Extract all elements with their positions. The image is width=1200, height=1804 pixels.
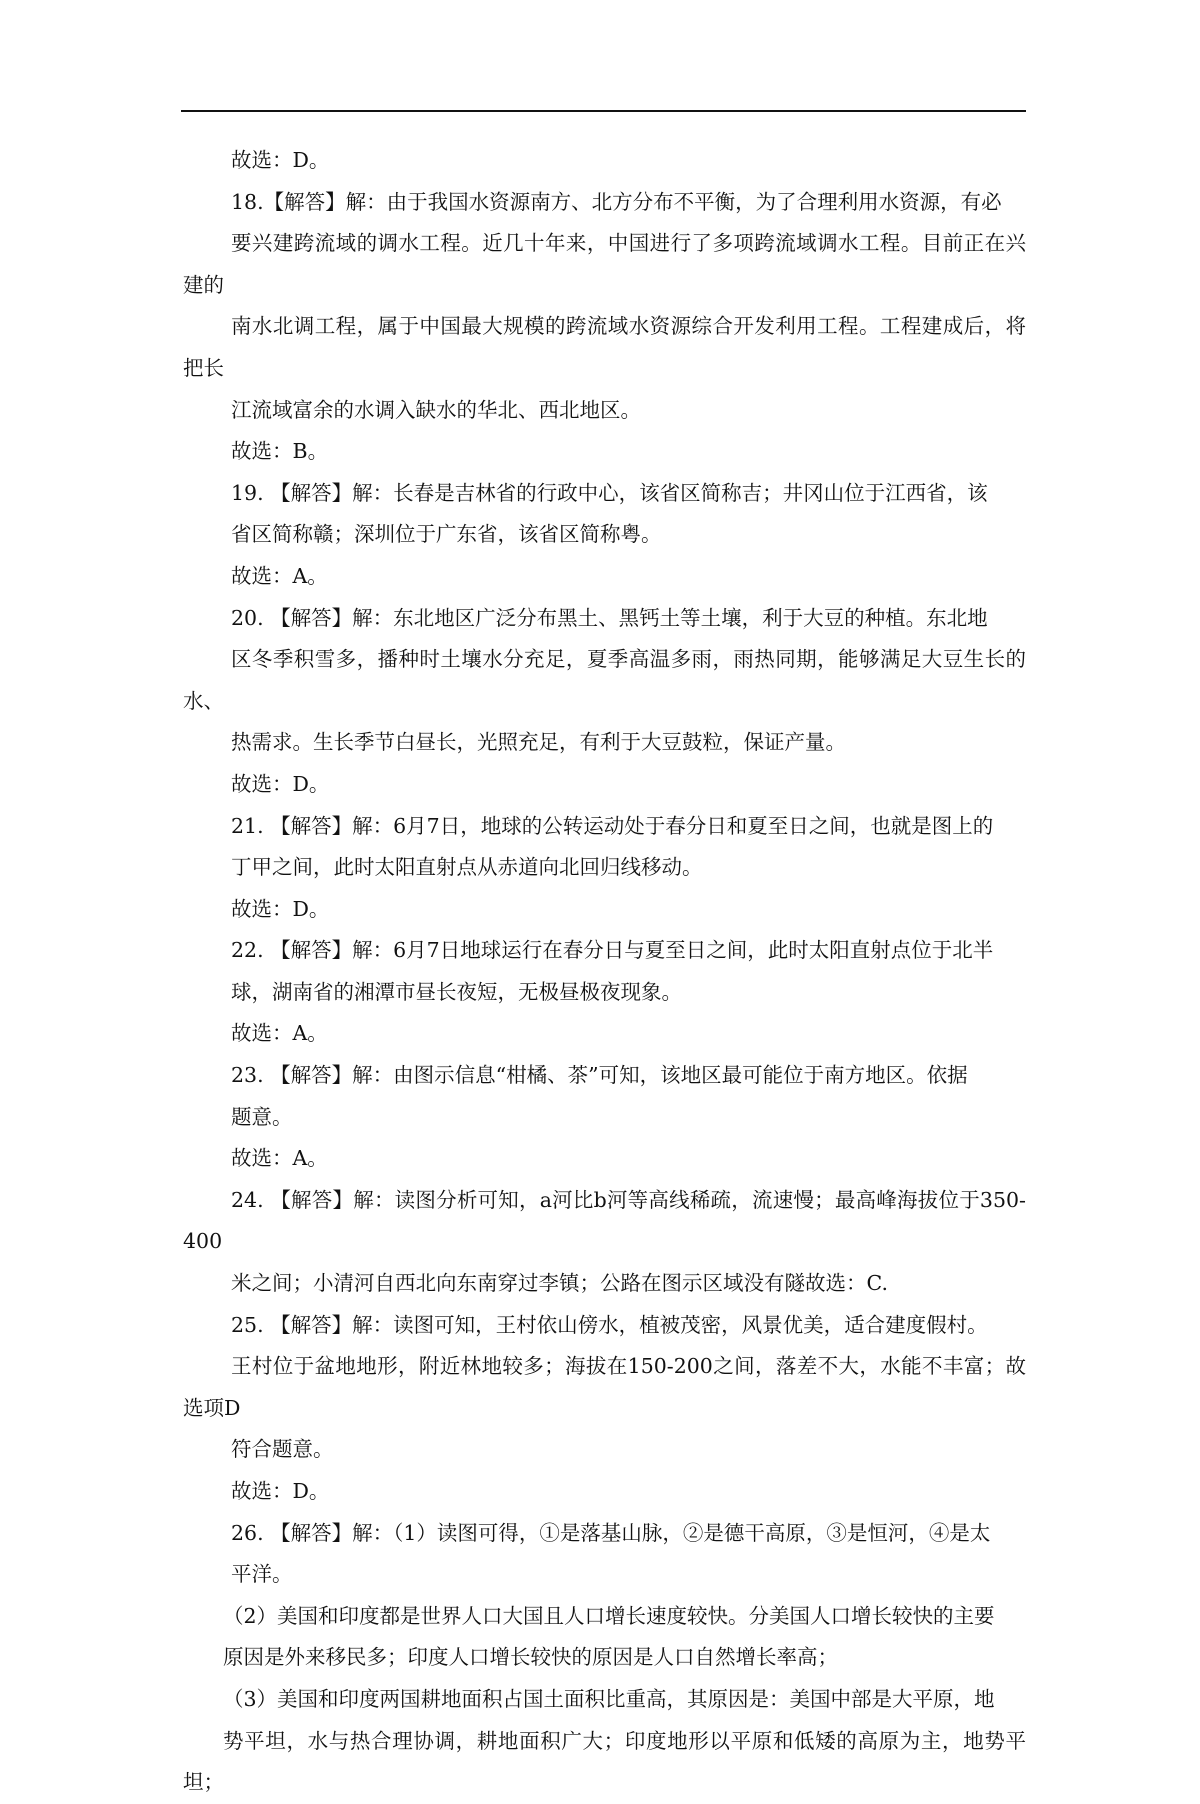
solution-paragraph (183, 1055, 1026, 1138)
solution-paragraph (183, 1180, 1026, 1305)
text-line: 球，湖南省的湘潭市昼长夜短，无极昼极夜现象。 (231, 979, 682, 1004)
text-line: 故选：A。 (231, 1146, 328, 1171)
document-body (183, 140, 1026, 1804)
text-line: 故选：D。 (231, 148, 330, 172)
text-line: 20. 【解答】解：东北地区广泛分布黑土、黑钙土等土壤，利于大豆的种植。东北地 (231, 605, 988, 630)
text-line: 区冬季积雪多，播种时土壤水分充足，夏季高温多雨，雨热同期，能够满足大豆生长的水、 (183, 647, 1026, 713)
solution-paragraph (183, 598, 1026, 764)
text-line: 故选：D。 (231, 771, 330, 796)
text-line: 故选：A。 (231, 563, 328, 588)
answer-line (183, 556, 1026, 598)
answer-line (183, 1138, 1026, 1180)
text-line: 南水北调工程，属于中国最大规模的跨流域水资源综合开发利用工程。工程建成后，将把长 (183, 314, 1026, 380)
text-line: 18.【解答】解：由于我国水资源南方、北方分布不平衡，为了合理利用水资源，有必 (231, 189, 1002, 214)
text-line: 符合题意。 (231, 1437, 334, 1462)
answer-line (183, 889, 1026, 931)
text-line: 题意。 (231, 1104, 293, 1129)
text-line: 19. 【解答】解：长春是吉林省的行政中心，该省区简称吉；井冈山位于江西省，该 (231, 480, 988, 505)
text-line: 故选：A。 (231, 1021, 328, 1046)
text-line: 要兴建跨流域的调水工程。近几十年来，中国进行了多项跨流域调水工程。目前正在兴建的 (183, 231, 1026, 297)
text-line: 故选：D。 (231, 1479, 330, 1503)
solution-paragraph (183, 473, 1026, 556)
answer-line (183, 1013, 1026, 1055)
solution-paragraph (183, 1513, 1026, 1596)
solution-paragraph (183, 1305, 1026, 1471)
text-line: 省区简称赣；深圳位于广东省，该省区简称粤。 (231, 522, 662, 547)
answer-line (183, 431, 1026, 473)
solution-paragraph (183, 182, 1026, 432)
text-line: 原因是外来移民多；印度人口增长较快的原因是人口自然增长率高； (223, 1645, 838, 1670)
text-line: 丁甲之间，此时太阳直射点从赤道向北回归线移动。 (231, 855, 703, 880)
text-line: （3）美国和印度两国耕地面积占国土面积比重高，其原因是：美国中部是大平原，地 (223, 1686, 995, 1711)
text-line: 米之间；小清河自西北向东南穿过李镇；公路在图示区域没有隧故选：C. (231, 1271, 888, 1296)
text-line: 热需求。生长季节白昼长，光照充足，有利于大豆鼓粒，保证产量。 (231, 730, 846, 755)
text-line: 22. 【解答】解：6月7日地球运行在春分日与夏至日之间，此时太阳直射点位于北半 (231, 938, 994, 963)
answer-line (183, 140, 1026, 182)
text-line: 25. 【解答】解：读图可知，王村依山傍水，植被茂密，风景优美，适合建度假村。 (231, 1312, 988, 1337)
text-line: （2）美国和印度都是世界人口大国且人口增长速度较快。分美国人口增长较快的主要 (223, 1603, 995, 1628)
text-line: 平洋。 (231, 1562, 293, 1587)
sub-paragraph (183, 1596, 1026, 1679)
answer-line (183, 764, 1026, 806)
text-line: 23. 【解答】解：由图示信息“柑橘、茶”可知，该地区最可能位于南方地区。依据 (231, 1063, 968, 1088)
text-line: 24. 【解答】解：读图分析可知，a河比b河等高线稀疏，流速慢；最高峰海拔位于350-400 (183, 1187, 1026, 1254)
text-line: 王村位于盆地地形，附近林地较多；海拔在150-200之间，落差不大，水能不丰富；故选项D (183, 1354, 1026, 1420)
text-line: 势平坦，水与热合理协调，耕地面积广大；印度地形以平原和低矮的高原为主，地势平坦； (183, 1728, 1026, 1795)
solution-paragraph (183, 806, 1026, 889)
text-line: 江流域富余的水调入缺水的华北、西北地区。 (231, 397, 641, 422)
answer-line (183, 1471, 1026, 1513)
text-line: 26. 【解答】解：（1）读图可得，①是落基山脉，②是德干高原，③是恒河，④是太 (231, 1520, 991, 1545)
header-rule (181, 110, 1026, 112)
solution-paragraph (183, 930, 1026, 1013)
text-line: 21. 【解答】解：6月7日，地球的公转运动处于春分日和夏至日之间，也就是图上的 (231, 813, 994, 838)
text-line: 故选：B。 (231, 439, 329, 464)
text-line: 故选：D。 (231, 896, 330, 921)
